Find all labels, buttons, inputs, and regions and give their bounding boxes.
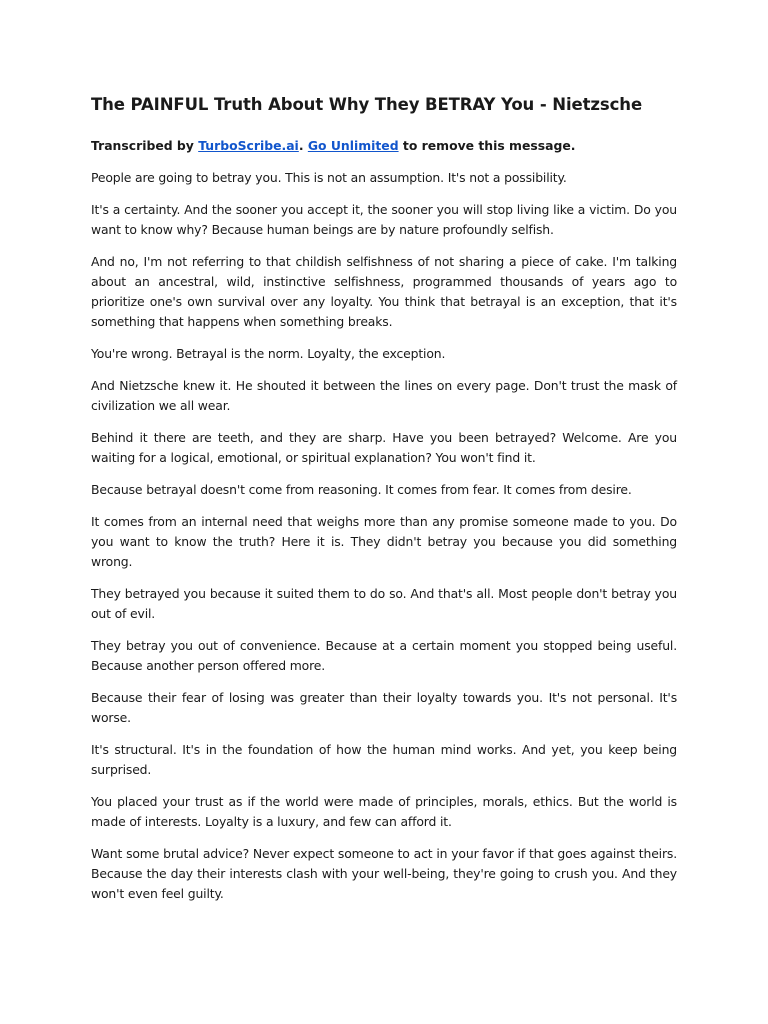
byline-prefix: Transcribed by (91, 138, 199, 153)
paragraph-8: It comes from an internal need that weighs more than any promise someone made to you. Do you want to know the truth? Here it is. They didn't betray you because you did something wrong. (91, 514, 677, 569)
byline-separator: . (298, 138, 308, 153)
go-unlimited-link[interactable]: Go Unlimited (307, 138, 399, 153)
paragraph-7: Because betrayal doesn't come from reasoning. It comes from fear. It comes from desire. (91, 482, 632, 497)
paragraph-4: You're wrong. Betrayal is the norm. Loyalty, the exception. (91, 346, 446, 361)
paragraph-6: Behind it there are teeth, and they are sharp. Have you been betrayed? Welcome. Are you waiting for a logical, emotional, or spiritual explanation? You won't find it. (91, 430, 677, 465)
paragraph-12: It's structural. It's in the foundation of how the human mind works. And yet, you keep being surprised. (91, 742, 677, 777)
paragraph-10: They betray you out of convenience. Because at a certain moment you stopped being useful. Because another person offered more. (91, 638, 677, 673)
turboscribe-link[interactable]: TurboScribe.ai (198, 138, 299, 153)
paragraph-5: And Nietzsche knew it. He shouted it between the lines on every page. Don't trust the mask of civilization we all wear. (91, 378, 677, 413)
document-title: The PAINFUL Truth About Why They BETRAY You - Nietzsche (91, 95, 643, 114)
paragraph-13: You placed your trust as if the world were made of principles, morals, ethics. But the world is made of interests. Loyalty is a luxury, and few can afford it. (91, 794, 677, 829)
paragraph-11: Because their fear of losing was greater than their loyalty towards you. It's not personal. It's worse. (91, 690, 677, 725)
paragraph-9: They betrayed you because it suited them to do so. And that's all. Most people don't betray you out of evil. (91, 586, 677, 621)
byline-suffix: to remove this message. (398, 138, 576, 153)
paragraph-14: Want some brutal advice? Never expect someone to act in your favor if that goes against theirs. Because the day their interests clash with your well-being, they're going to crush you. And they won't even feel guilty. (91, 846, 677, 901)
transcription-notice (91, 136, 677, 156)
paragraph-3: And no, I'm not referring to that childish selfishness of not sharing a piece of cake. I'm talking about an ancestral, wild, instinctive selfishness, programmed thousands of years ago to prioritize one's own survival over any loyalty. You think that betrayal is an exception, that it's something that happens when something breaks. (91, 254, 677, 329)
paragraph-1: People are going to betray you. This is not an assumption. It's not a possibility. (91, 170, 567, 185)
document-page (91, 92, 677, 916)
paragraph-2: It's a certainty. And the sooner you accept it, the sooner you will stop living like a victim. Do you want to know why? Because human beings are by nature profoundly selfish. (91, 202, 677, 237)
